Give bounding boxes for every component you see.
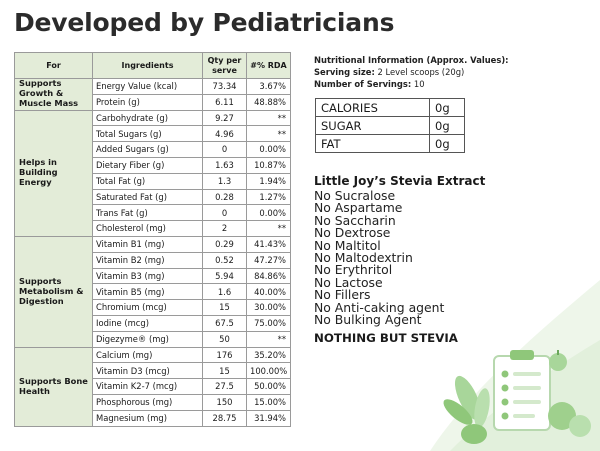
rda-cell: 100.00% [247,363,291,379]
rda-cell: 47.27% [247,252,291,268]
ingredient-cell: Digezyme® (mg) [93,331,203,347]
summary-value: 0g [430,99,465,117]
rda-cell: 75.00% [247,315,291,331]
ingredient-cell: Vitamin B3 (mg) [93,268,203,284]
list-item: No Aspartame [314,200,403,216]
table-row [15,110,291,126]
list-item: No Maltitol [314,237,381,253]
header-for: For [15,53,93,79]
summary-label: SUGAR [316,117,430,135]
qty-cell: 176 [203,347,247,363]
summary-value: 0g [430,117,465,135]
info-title: Nutritional Information (Approx. Values): [314,55,509,65]
qty-cell: 6.11 [203,94,247,110]
rda-cell: ** [247,126,291,142]
ingredient-cell: Protein (g) [93,94,203,110]
ingredient-cell: Vitamin B5 (mg) [93,284,203,300]
list-item: No Erythritol [314,262,393,278]
rda-cell: 35.20% [247,347,291,363]
qty-cell: 1.6 [203,284,247,300]
ingredient-cell: Vitamin B2 (mg) [93,252,203,268]
list-item: No Bulking Agent [314,312,422,328]
qty-cell: 0.52 [203,252,247,268]
rda-cell: 0.00% [247,205,291,221]
apple-icon [461,424,487,444]
serving-size-label: Serving size: [314,67,375,77]
header-rda: #% RDA [247,53,291,79]
stevia-title: Little Joy’s Stevia Extract [314,174,486,188]
rda-cell: 30.00% [247,300,291,316]
rda-cell: 3.67% [247,79,291,95]
table-row [15,347,291,363]
qty-cell: 0.28 [203,189,247,205]
rda-cell: 1.94% [247,173,291,189]
ingredient-cell: Energy Value (kcal) [93,79,203,95]
header-ingredients: Ingredients [93,53,203,79]
ingredient-cell: Trans Fat (g) [93,205,203,221]
qty-cell: 0 [203,205,247,221]
summary-row-sugar [316,117,465,135]
rda-cell: 50.00% [247,379,291,395]
summary-row-calories [316,99,465,117]
servings-label: Number of Servings: [314,79,412,89]
clipboard-checklist-icon [494,350,550,430]
qty-cell: 0 [203,142,247,158]
qty-cell: 67.5 [203,315,247,331]
ingredient-cell: Iodine (mcg) [93,315,203,331]
rda-cell: 40.00% [247,284,291,300]
rda-cell: ** [247,331,291,347]
page-title: Developed by Pediatricians [14,8,395,37]
summary-box [315,98,465,153]
summary-label: CALORIES [316,99,430,117]
header-qty: Qty per serve [203,53,247,79]
ingredient-cell: Vitamin K2-7 (mcg) [93,379,203,395]
ingredient-cell: Carbohydrate (g) [93,110,203,126]
rda-cell: 41.43% [247,236,291,252]
group-label: Helps in Building Energy [15,110,93,236]
group-label: Supports Growth & Muscle Mass [15,79,93,111]
qty-cell: 1.63 [203,157,247,173]
summary-value: 0g [430,135,465,153]
rda-cell: 48.88% [247,94,291,110]
serving-size-value: 2 Level scoops (20g) [377,67,465,77]
qty-cell: 15 [203,363,247,379]
rda-cell: ** [247,110,291,126]
table-header-row [15,53,291,79]
table-row [15,79,291,95]
group-label: Supports Bone Health [15,347,93,426]
qty-cell: 4.96 [203,126,247,142]
rda-cell: 10.87% [247,157,291,173]
leaf-icon [440,372,493,428]
rda-cell: 0.00% [247,142,291,158]
ingredient-cell: Dietary Fiber (g) [93,157,203,173]
list-item: No Fillers [314,287,371,303]
list-item: No Sucralose [314,188,396,203]
ingredient-cell: Chromium (mcg) [93,300,203,316]
summary-row-fat [316,135,465,153]
ingredient-cell: Calcium (mg) [93,347,203,363]
list-item: No Lactose [314,274,383,290]
qty-cell: 73.34 [203,79,247,95]
rda-cell: 84.86% [247,268,291,284]
ingredient-cell: Phosphorous (mg) [93,394,203,410]
ingredient-cell: Vitamin B1 (mg) [93,236,203,252]
nutrition-info [314,54,509,90]
nutrition-table [14,52,291,427]
ingredient-cell: Total Fat (g) [93,173,203,189]
ingredient-cell: Added Sugars (g) [93,142,203,158]
list-item: No Saccharin [314,212,396,228]
list-item: No Maltodextrin [314,250,413,266]
no-ingredients-list [314,190,444,326]
qty-cell: 5.94 [203,268,247,284]
summary-label: FAT [316,135,430,153]
list-item: No Dextrose [314,225,391,241]
stevia-tagline: NOTHING BUT STEVIA [314,331,458,345]
qty-cell: 28.75 [203,410,247,426]
qty-cell: 9.27 [203,110,247,126]
ingredient-cell: Cholesterol (mg) [93,221,203,237]
qty-cell: 27.5 [203,379,247,395]
table-row [15,236,291,252]
servings-value: 10 [413,79,425,89]
qty-cell: 0.29 [203,236,247,252]
qty-cell: 15 [203,300,247,316]
rda-cell: 15.00% [247,394,291,410]
ingredient-cell: Vitamin D3 (mcg) [93,363,203,379]
rda-cell: 31.94% [247,410,291,426]
list-item: No Anti-caking agent [314,299,445,315]
ingredient-cell: Magnesium (mg) [93,410,203,426]
rda-cell: 1.27% [247,189,291,205]
qty-cell: 2 [203,221,247,237]
qty-cell: 150 [203,394,247,410]
qty-cell: 50 [203,331,247,347]
health-illustration [430,270,600,451]
group-label: Supports Metabolism & Digestion [15,236,93,347]
rda-cell: ** [247,221,291,237]
qty-cell: 1.3 [203,173,247,189]
ingredient-cell: Saturated Fat (g) [93,189,203,205]
ingredient-cell: Total Sugars (g) [93,126,203,142]
